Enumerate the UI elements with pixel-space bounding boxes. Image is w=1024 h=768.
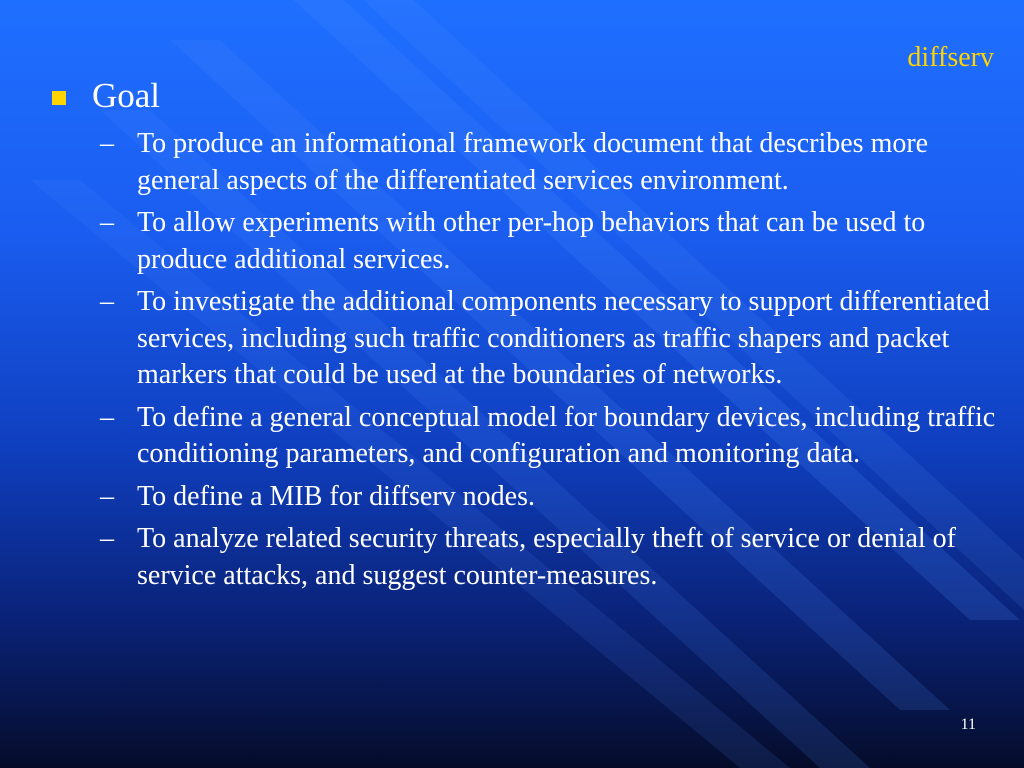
dash-icon: – — [100, 480, 114, 512]
dash-icon: – — [100, 523, 114, 554]
list-item-text: To define a MIB for diffserv nodes. — [137, 480, 535, 512]
list-item-text: To produce an informational framework document that describes more general aspects of the differentiated services environment. — [137, 128, 929, 196]
list-item — [100, 205, 1000, 278]
list-item — [100, 521, 1000, 594]
dash-icon: – — [100, 207, 114, 238]
goal-heading: Goal — [92, 76, 161, 115]
dash-icon: – — [100, 401, 114, 433]
page-number: 11 — [960, 716, 976, 733]
goal-bullet — [52, 76, 160, 116]
square-bullet-icon — [52, 91, 66, 105]
dash-icon: – — [100, 286, 114, 317]
list-item-text: To investigate the additional components necessary to support differentiated services, including such traffic conditioners as traffic shapers and packet markers that could be used at the boundaries of networks. — [137, 286, 990, 390]
list-item — [100, 126, 1000, 199]
goal-sublist — [100, 126, 1000, 600]
list-item — [100, 400, 1000, 473]
list-item-text: To allow experiments with other per-hop behaviors that can be used to produce additional services. — [137, 207, 926, 275]
list-item-text: To define a general conceptual model for boundary devices, including traffic conditioning parameters, and configuration and monitoring data. — [137, 401, 996, 469]
list-item — [100, 284, 1000, 394]
list-item — [100, 479, 1000, 516]
dash-icon: – — [100, 128, 114, 159]
slide-tag: diffserv — [907, 42, 994, 73]
list-item-text: To analyze related security threats, especially theft of service or denial of service attacks, and suggest counter-measures. — [137, 523, 956, 591]
